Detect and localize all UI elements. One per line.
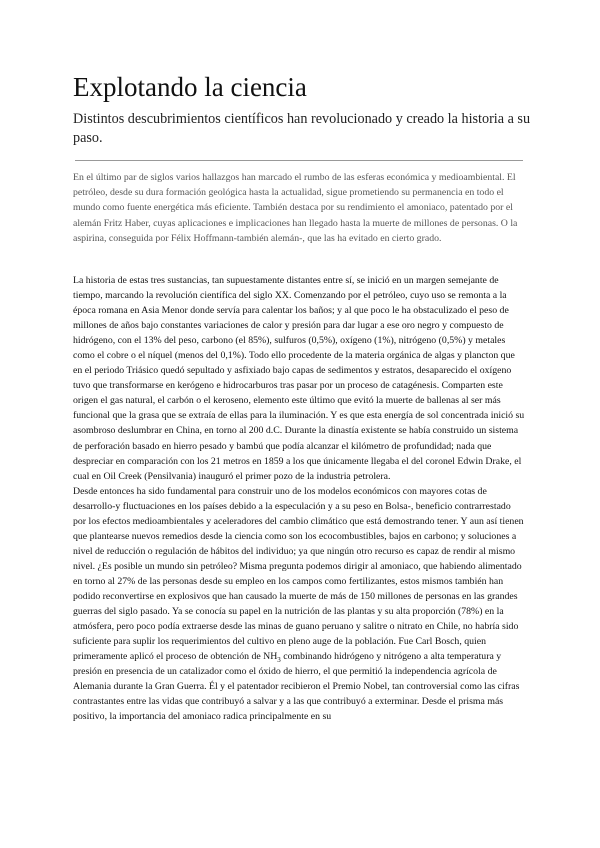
nh3-subscript: 3 — [277, 656, 281, 665]
body-paragraph-1: La historia de estas tres sustancias, tan supuestamente distantes entre sí, se inició en un margen semejante de tiempo, marcando la revolución científica del siglo XX. Comenzando por el petróleo, cuyo uso se remonta a la época romana en Asia Menor donde servía para calentar los baños; y al que poco le ha obstaculizado el peso de millones de años bajo constantes variaciones de calor y presión para dar lugar a ese oro negro y compuesto de hidrógeno, con el 13% del peso, carbono (el 85%), sulfuros (0,5%), oxígeno (1%), nitrógeno (0,5%) y metales como el cobre o el níquel (menos del 0,1%). Todo ello procedente de la materia orgánica de algas y plancton que en el periodo Triásico quedó sepultado y asfixiado bajo capas de sedimentos y estratos, desaparecido el oxígeno tuvo que transformarse en kerógeno e hidrocarburos tras pasar por un proceso de catagénesis. Comparten este origen el gas natural, el carbón o el keroseno, elemento este último que evitó la muerte de ballenas al ser más funcional que la grasa que se extraía de ellas para la iluminación. Y es que esta energía de sol concentrada inició su asombroso deslumbrar en China, en torno al 200 d.C. Durante la dinastía existente se había construido un sistema de perforación basado en hierro pesado y bambú que podía alcanzar el kilómetro de profundidad; nada que despreciar en comparación con los 21 metros en 1859 a los que únicamente llegaba el del coronel Edwin Drake, el cual en Oil Creek (Pensilvania) inauguró el primer pozo de la industria petrolera. — [73, 275, 525, 482]
page-subtitle: Distintos descubrimientos científicos han revolucionado y creado la historia a su paso. — [73, 111, 531, 146]
paragraph-2-text-start: Desde entonces ha sido fundamental para construir uno de los modelos económicos con mayores cotas de desarrollo-y fluctuaciones en los países debido a la especulación y a su peso en Bolsa-, beneficio contrarrestado por los efectos medioambientales y aceleradores del cambio climático que está demostrando tener. Y aun así tienen que plantearse nuevos remedios desde la ciencia como son los ecocombustibles, bajos en carbono; y soluciones a nivel de reducción o regulación de hábitos del individuo; ya que ningún otro recurso es capaz de rendir al mismo nivel. ¿Es posible un mundo sin petróleo? Misma pregunta podemos dirigir al amoniaco, que habiendo alimentado en torno al 27% de las personas desde su empleo en los campos como fertilizantes, estos mismos también han podido reconvertirse en explosivos que han causado la muerte de más de 150 millones de personas en las grandes guerras del siglo pasado. Ya se conocía su papel en la nutrición de las plantas y su alta proporción (78%) en la atmósfera, pero poco podía extraerse desde las minas de guano peruano y salitre o nitrato en Chile, no habría sido suficiente para suplir los requerimientos del cultivo en pleno auge de la población. Fue Carl Bosch, quien primeramente aplicó el proceso de obtención de NH — [73, 485, 524, 663]
article-body — [73, 273, 525, 724]
abstract-paragraph: En el último par de siglos varios hallazgos han marcado el rumbo de las esferas económica y medioambiental. El petróleo, desde su dura formación geológica hasta la actualidad, sigue prometiendo su permanencia en todo el mundo como fuente energética más eficiente. También destaca por su rendimiento el amoniaco, patentado por el alemán Fritz Haber, cuyas aplicaciones e implicaciones han llegado hasta la muerte de millones de personas. O la aspirina, conseguida por Félix Hoffmann-también alemán-, que las ha evitado en cierto grado. — [73, 172, 518, 244]
paragraph-2-text-end: combinando hidrógeno y nitrógeno a alta temperatura y presión en presencia de un catalizador como el óxido de hierro, el que permitió la independencia agrícola de Alemania durante la Gran Guerra. Él y el patentador recibieron el Premio Nobel, tan controversial como las cifras contrastantes entre las vidas que contribuyó a salvar y a las que contribuyó a exterminar. Desde el prisma más positivo, la importancia del amoniaco radica principalmente en su — [73, 651, 520, 723]
body-paragraph-2 — [73, 484, 525, 725]
page-title: Explotando la ciencia — [73, 72, 307, 102]
divider-line — [75, 160, 523, 161]
